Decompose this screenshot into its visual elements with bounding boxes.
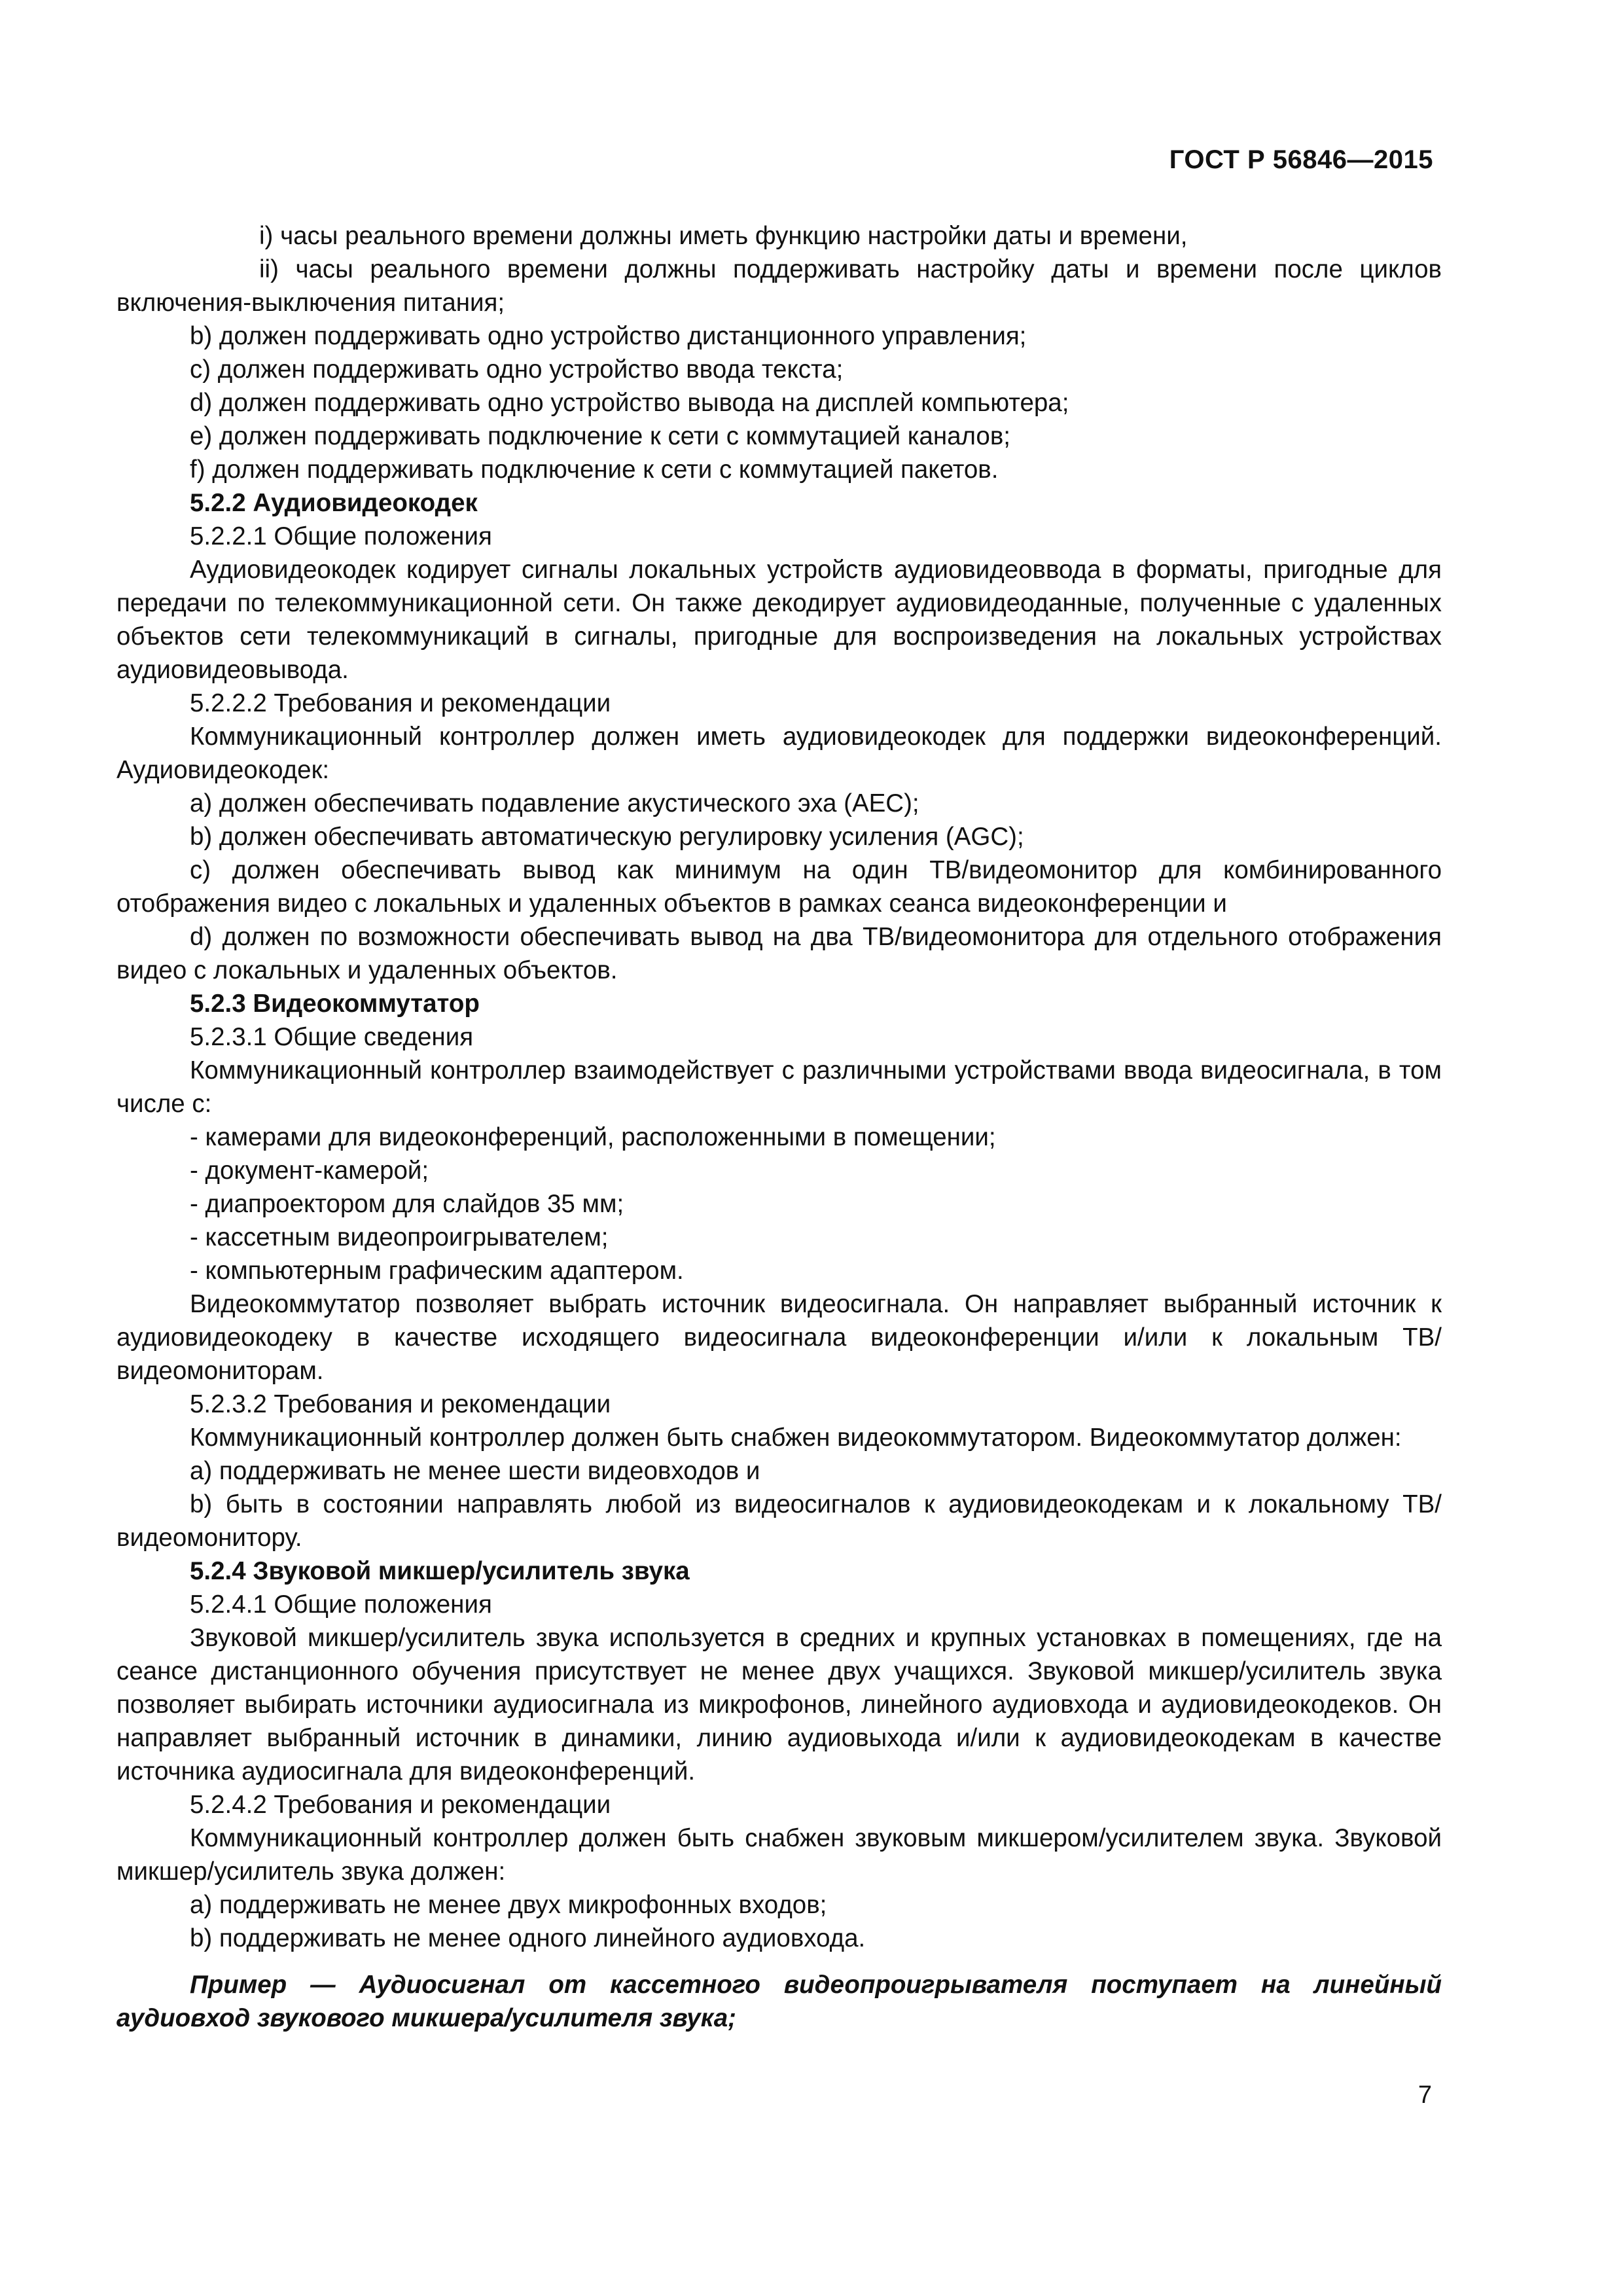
list-item: b) должен поддерживать одно устройство дистанционного управления; — [190, 322, 1027, 350]
list-item: a) поддерживать не менее двух микрофонных входов; — [190, 1891, 827, 1919]
body-paragraph: Коммуникационный контроллер взаимодействует с различными устройствами ввода видеосигнала, в том числе с: — [116, 1056, 1442, 1118]
subsection-heading: 5.2.2.2 Требования и рекомендации — [190, 689, 611, 717]
body-paragraph: Видеокоммутатор позволяет выбрать источник видеосигнала. Он направляет выбранный источник к аудиовидеокодеку в качестве исходящего видеосигнала видеоконференции и/или к локальным ТВ/видеомониторам. — [116, 1290, 1442, 1385]
list-item: d) должен по возможности обеспечивать вывод на два ТВ/видеомонитора для отдельного отображения видео с локальных и удаленных объектов. — [116, 923, 1442, 984]
list-item: - кассетным видеопроигрывателем; — [190, 1223, 609, 1251]
section-heading: 5.2.2 Аудиовидеокодек — [190, 489, 478, 517]
body-paragraph: Коммуникационный контроллер должен быть снабжен видеокоммутатором. Видеокоммутатор должен: — [190, 1424, 1402, 1452]
list-item: - диапроектором для слайдов 35 мм; — [190, 1190, 624, 1218]
body-paragraph: Аудиовидеокодек кодирует сигналы локальных устройств аудиовидеоввода в форматы, пригодные для передачи по телекоммуникационной сети. Он также декодирует аудиовидеоданные, полученные с удаленных объектов сети телекоммуникаций в сигналы, пригодные для воспроизведения на локальных устройствах аудиовидеовывода. — [116, 556, 1442, 684]
page-number: 7 — [1418, 2081, 1432, 2109]
list-item: e) должен поддерживать подключение к сети с коммутацией каналов; — [190, 422, 1010, 450]
list-item: a) должен обеспечивать подавление акустического эха (AEC); — [190, 789, 919, 817]
example-note: Пример — Аудиосигнал от кассетного видеопроигрывателя поступает на линейный аудиовход звукового микшера/усилителя звука; — [116, 1971, 1442, 2032]
list-item: b) должен обеспечивать автоматическую регулировку усиления (AGC); — [190, 823, 1024, 851]
document-id-header: ГОСТ Р 56846—2015 — [1169, 145, 1433, 174]
body-paragraph: Коммуникационный контроллер должен быть снабжен звуковым микшером/усилителем звука. Звуковой микшер/усилитель звука должен: — [116, 1824, 1442, 1886]
list-item: b) быть в состоянии направлять любой из видеосигналов к аудиовидеокодекам и к локальному ТВ/видеомонитору. — [116, 1490, 1442, 1552]
list-item: b) поддерживать не менее одного линейного аудиовхода. — [190, 1924, 866, 1952]
list-item: ii) часы реального времени должны поддерживать настройку даты и времени после циклов включения-выключения питания; — [116, 255, 1442, 317]
section-heading: 5.2.3 Видеокоммутатор — [190, 990, 480, 1018]
list-item: - камерами для видеоконференций, расположенными в помещении; — [190, 1123, 996, 1151]
list-item: a) поддерживать не менее шести видеовходов и — [190, 1457, 760, 1485]
body-paragraph: Коммуникационный контроллер должен иметь аудиовидеокодек для поддержки видеоконференций. Аудиовидеокодек: — [116, 723, 1442, 784]
subsection-heading: 5.2.3.2 Требования и рекомендации — [190, 1390, 611, 1418]
section-heading: 5.2.4 Звуковой микшер/усилитель звука — [190, 1557, 690, 1585]
subsection-heading: 5.2.4.1 Общие положения — [190, 1590, 492, 1619]
list-item: f) должен поддерживать подключение к сети с коммутацией пакетов. — [190, 456, 999, 484]
list-item: c) должен поддерживать одно устройство ввода текста; — [190, 355, 844, 384]
subsection-heading: 5.2.4.2 Требования и рекомендации — [190, 1791, 611, 1819]
document-body — [116, 219, 1442, 2035]
subsection-heading: 5.2.3.1 Общие сведения — [190, 1023, 474, 1051]
list-item: d) должен поддерживать одно устройство вывода на дисплей компьютера; — [190, 389, 1069, 417]
subsection-heading: 5.2.2.1 Общие положения — [190, 522, 492, 550]
list-item: i) часы реального времени должны иметь функцию настройки даты и времени, — [259, 222, 1188, 250]
body-paragraph: Звуковой микшер/усилитель звука используется в средних и крупных установках в помещениях, где на сеансе дистанционного обучения присутствует не менее двух учащихся. Звуковой микшер/усилитель звука позволяет выбирать источники аудиосигнала из микрофонов, линейного аудиовхода и аудиовидеокодеков. Он направляет выбранный источник в динамики, линию аудиовыхода и/или к аудиовидеокодекам в качестве источника аудиосигнала для видеоконференций. — [116, 1624, 1442, 1785]
list-item: - компьютерным графическим адаптером. — [190, 1257, 684, 1285]
list-item: c) должен обеспечивать вывод как минимум на один ТВ/видеомонитор для комбинированного отображения видео с локальных и удаленных объектов в рамках сеанса видеоконференции и — [116, 856, 1442, 918]
list-item: - документ-камерой; — [190, 1157, 429, 1185]
